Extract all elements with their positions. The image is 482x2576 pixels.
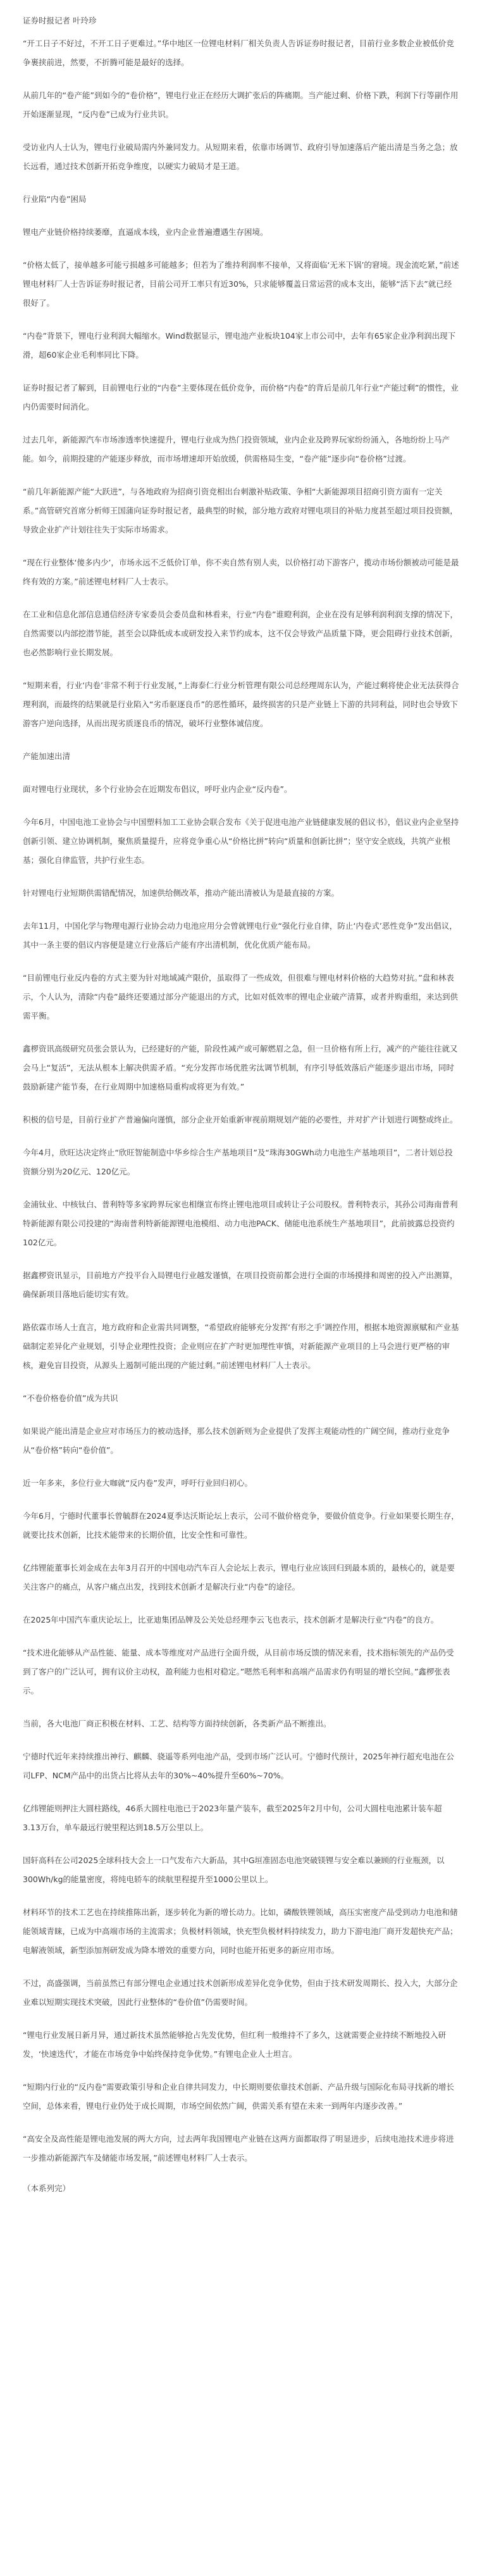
paragraph: 国轩高科在公司2025全球科技大会上一口气发布六大新品，其中G垣准固态电池突破镁锂与安全难以兼顾的行业瓶颈，以300Wh/kg的能量密度，将纯电轿车的续航里程提升至1000公里以上。: [23, 1856, 445, 1884]
series-end-note: （本系列完）: [23, 2183, 71, 2193]
paragraph: 针对锂电行业短期供需错配情况，加速供给侧改革，推动产能出清被认为是最直接的方案。: [23, 888, 340, 898]
paragraph: 在2025年中国汽车重庆论坛上，比亚迪集团品牌及公关处总经理李云飞也表示，技术创新才是解决行业“内卷”的良方。: [23, 1615, 439, 1624]
paragraph: “技术进化能够从产品性能、能量、成本等维度对产品进行全面升级，从目前市场反馈的情况来看，技术指标领先的产品仍受到了客户的广泛认可，拥有议价主动权，盈利能力也相对稳定。”嗯然毛利率和高端产品需求仍有明显的增长空间。”鑫椤张表示。: [23, 1648, 454, 1695]
paragraph: 金浦钛业、中核钛白、普利特等多家跨界玩家也相继宣布终止锂电池项目或转让子公司股权。普利特表示，其孙公司海南普利特新能源有限公司投建的“海南普利特新能源锂电池模组、动力电池PACK、储能电池系统生产基地项目”，此前披露总投资约102亿元。: [23, 1200, 458, 1247]
paragraph: 锂电产业链价格持续萎靡，直逼成本线，业内企业普遍遭遇生存困境。: [23, 227, 268, 237]
paragraph: “短期来看，行业‘内卷’非常不利于行业发展，”上海泰仁行业分析管理有限公司总经理周东认为，产能过剩将使企业无法获得合理利润，而最终的结果就是行业陷入“劣币驱逐良币”的恶性循环，最终损害的只是产业链上下游的共同利益，同时也会导致下游客户逆向选择，从而出现劣质逐良币的情况，破坏行业整体诚信度。: [23, 681, 459, 728]
section-involution: [23, 190, 459, 733]
paragraph: 路依霖市场人士直言，地方政府和企业需共同调整，“希望政府能够充分发挥‘有形之手’调控作用，根据本地资源禀赋和产业基础制定差异化产业规划，引导企业理性投资；企业则应在扩产时更加理性审慎，对新能源产业项目的上马会进行更严格的审核，避免盲目投资，从源头上遏制可能出现的产能过剩。”前述锂电材料厂人士表示。: [23, 1323, 459, 1370]
article: [23, 14, 459, 2196]
paragraph: 宁德时代近年来持续推出神行、麒麟、骁遥等系列电池产品，受到市场广泛认可。宁德时代预计，2025年神行超充电池在公司LFP、NCM产品中的出货占比将从去年的30%~40%提升至60%~70%。: [23, 1752, 454, 1780]
byline: 证券时报记者 叶玲珍: [23, 16, 97, 25]
paragraph: 据鑫椤资讯显示，目前地方产投平台入局锂电行业越发谨慎，在项目投资前都会进行全面的市场摸排和周密的投入产出测算，确保新项目落地后能切实有效。: [23, 1271, 458, 1299]
paragraph: 近一年多来，多位行业大咖就“反内卷”发声，呼吁行业回归初心。: [23, 1478, 252, 1488]
section-value-competition: [23, 1389, 459, 1733]
paragraph: 亿纬锂能董事长刘金成在去年3月召开的中国电动汽车百人会论坛上表示，锂电行业应该回归到最本质的，最核心的，就是要关注客户的痛点，从客户痛点出发，找到技术创新才是解决行业“内卷”的途径。: [23, 1563, 455, 1592]
section-heading: 产能加速出清: [23, 751, 71, 761]
paragraph: 去年11月，中国化学与物理电源行业协会动力电池应用分会曾就锂电行业“强化行业自律，防止‘内卷式’恶性竞争”发出倡议，其中一条主要的倡议内容便是建立行业落后产能有序出清机制，优化优质产能布局。: [23, 921, 457, 950]
paragraph: 亿纬锂能则押注大圆柱路线，46系大圆柱电池已于2023年量产装车，截至2025年2月中旬，公司大圆柱电池累计装车超3.13万台，单车最远行驶里程达到18.5万公里以上。: [23, 1804, 442, 1832]
paragraph: 受访业内人士认为，锂电行业破局需内外兼同发力。从短期来看，依靠市场调节、政府引导加速落后产能出清是当务之急；放长远看，通过技术创新开拓竞争维度，以硬实力破局才是王道。: [23, 142, 458, 171]
paragraph: “开工日子不好过，不开工日子更难过。”华中地区一位锂电材料厂相关负责人告诉证券时报记者，目前行业多数企业被低价竞争裹挟前进，然要，不折腾可能是最好的选择。: [23, 39, 454, 67]
paragraph: “内卷”背景下，锂电行业利润大幅缩水。Wind数据显示，锂电池产业板块104家上市公司中，去年有65家企业净利润出现下滑，超60家企业毛利率同比下降。: [23, 331, 456, 360]
paragraph: “价格太低了，接单越多可能亏损越多可能越多；但若为了维持利润率不接单，又将面临‘无米下锅’的窘境。现金流吃紧，”前述锂电材料厂人士告诉证券时报记者，目前公司开工率只有近30%，只求能够覆盖日常运营的成本支出，能够“活下去”就已经很好了。: [23, 260, 459, 308]
paragraph: 当前，各大电池厂商正积极在材料、工艺、结构等方面持续创新，各类新产品不断推出。: [23, 1719, 331, 1728]
section-heading: “不卷价格卷价值”成为共识: [23, 1393, 118, 1403]
paragraph: 今年6月，中国电池工业协会与中国塑料加工工业协会联合发布《关于促进电池产业链健康发展的倡议书》，倡议业内企业坚持创新引领、建立协调机制，聚焦质量提升，应将竞争重心从“价格比拼”转向“质量和创新比拼”；坚守安全底线，共筑产业根基；强化自律监管，共护行业生态。: [23, 817, 459, 865]
paragraph: “现在行业整体‘傻多内少’，市场永远不乏低价订单，你不卖自然有别人卖，以价格打动下游客户，揽动市场份额被动可能是最终有效的方案。”前述锂电材料厂人士表示。: [23, 558, 459, 586]
paragraph: 今年4月，欣旺达决定终止“欣旺智能制造中华乡综合生产基地项目”及“珠海30GWh动力电池生产基地项目”，二者计划总投资额分别为20亿元、120亿元。: [23, 1148, 453, 1176]
paragraph: “前几年新能源产能“大跃进”，与各地政府为招商引资竞相出台刺激补贴政策、争相“大新能源项目招商引资方面有一定关系。”高管研究首席分析师王国蒲向证券时报记者，最典型的时候，部分地方政府对锂电项目的补贴力度甚至超过项目投资额，导致企业扩产计划往往失于实际市场需求。: [23, 487, 458, 534]
paragraph: 材料环节的技术工艺也在持续推陈出新，逐步转化为新的增长动力。比如，磷酸铁锂领域，高压实密度产品受到动力电池和储能领域青睐，已成为中高端市场的主流需求；负极材料领域，快充型负极材料持续发力，助力下游电池厂商开发超快充产品；电解液领域，新型添加剂研发成为降本增效的重要方向，同时也能开拓更多的新应用市场。: [23, 1907, 458, 1955]
section-intro: [23, 34, 459, 176]
paragraph: 在工业和信息化部信息通信经济专家委员会委员盘和林看来，行业“内卷”谁瞪利润，企业在没有足够利润利润支撑的情况下，自然需要以内部挖潜节能，甚至会以降低成本或研发投入来节约成本，这不仅会导致产品质量下降，更会阻碍行业技术创新，也必然影响行业长期发展。: [23, 610, 458, 657]
paragraph: “高安全及高性能是锂电池发展的两大方向，过去两年我国锂电产业链在这两方面都取得了明显进步，后续电池技术进步将进一步推动新能源汽车及储能市场发展，”前述锂电材料厂人士表示。: [23, 2134, 454, 2163]
section-heading: 行业陷“内卷”困局: [23, 194, 87, 204]
paragraph: “锂电行业发展日新月异，通过新技术虽然能够抢占先发优势，但红利一般维持不了多久，这就需要企业持续不断地投入研发，‘快速迭代’，才能在市场竞争中始终保持竞争优势。”有锂电企业人士坦言。: [23, 2030, 446, 2059]
paragraph: 面对锂电行业现状，多个行业协会在近期发布倡议，呼吁业内企业“反内卷”。: [23, 784, 292, 794]
paragraph: 鑫椤资讯高级研究员张会景认为，已经建好的产能，阶段性减产或可解燃眉之急，但一旦价格有所上行，减产的产能往往就又会马上“复活”，无法从根本上解决供需矛盾。“充分发挥市场优胜劣汰调节机制，有序引导低效落后产能逐步退出市场，同时鼓励新建产能节奏，在行业周期中加速格局重构或将更为有效。”: [23, 1044, 458, 1091]
section-outlook: [23, 2078, 459, 2168]
paragraph: 证券时报记者了解到，目前锂电行业的“内卷”主要体现在低价竞争，而价格“内卷”的背后是前几年行业“产能过剩”的惯性，业内仍需要时间消化。: [23, 383, 459, 412]
paragraph: 过去几年，新能源汽车市场渗透率快速提升，锂电行业成为热门投资领域，业内企业及跨界玩家纷纷涌入，各地纷纷上马产能。如今，前期投建的产能逐步释放，而市场增速却开始放缓，供需格局生变，“卷产能”逐步向“卷价格”过渡。: [23, 435, 450, 463]
paragraph: “短期内行业的“反内卷”需要政策引导和企业自律共同发力，中长期则要依靠技术创新、产品升级与国际化布局寻找新的增长空间，总体来看，锂电行业仍处于成长周期，市场空间依然广阔，供需关系有望在未来一到两年内逐步改善。”: [23, 2082, 454, 2111]
paragraph: “目前锂电行业反内卷的方式主要为针对地域减产限价，虽取得了一些成效，但很难与锂电材料价格的大趋势对抗。”盘和林表示，个人认为，清除“内卷”最终还要通过部分产能退出的方式，比如对低效率的锂电企业破产清算，或者并购重组，来达到供需平衡。: [23, 973, 458, 1021]
paragraph: 不过，高盛强调，当前虽然已有部分锂电企业通过技术创新形成差异化竞争优势，但由于技术研发周期长、投入大，大部分企业难以短期实现技术突破，因此行业整体的“卷价值”仍需要时间。: [23, 1978, 458, 2007]
section-capacity-exit: [23, 747, 459, 1375]
paragraph: 如果说产能出清是企业应对市场压力的被动选择，那么技术创新则为企业提供了发挥主观能动性的广阔空间，推动行业竞争从“卷价格”转向“卷价值”。: [23, 1426, 450, 1455]
section-products: [23, 1747, 459, 2064]
paragraph: 今年6月，宁德时代董事长曾毓群在2024夏季达沃斯论坛上表示，公司不做价格竞争，要做价值竞争。行业如果要长期生存，就要比技术创新，比技术能带来的长期价值，比安全性和可靠性。: [23, 1511, 459, 1540]
paragraph: 积极的信号是，目前行业扩产普遍偏向谨慎，部分企业开始重新审视前期规划产能的必要性，并对扩产计划进行调整或终止。: [23, 1115, 458, 1124]
paragraph: 从前几年的“卷产能”到如今的“卷价格”，锂电行业正在经历大调扩张后的阵痛期。当产能过剩、价格下跌，利润下行等副作用开始逐渐显现，“反内卷”已成为行业共识。: [23, 91, 459, 119]
